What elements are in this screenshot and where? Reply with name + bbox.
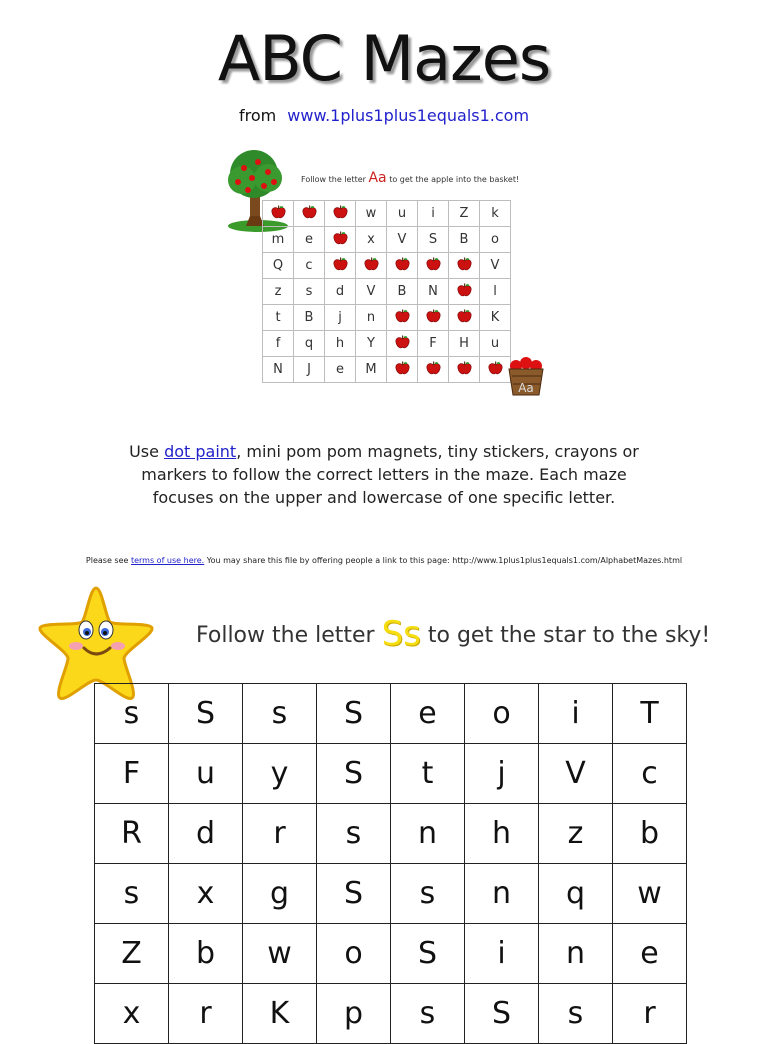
star-maze-cell[interactable]: n xyxy=(465,864,539,924)
sample-maze-cell: B xyxy=(449,227,480,253)
sample-maze-cell xyxy=(418,253,449,279)
sample-maze-cell: H xyxy=(449,331,480,357)
sample-maze-cell: N xyxy=(418,279,449,305)
star-maze-cell[interactable]: x xyxy=(169,864,243,924)
sample-maze-cell: u xyxy=(387,201,418,227)
apple-icon xyxy=(457,257,472,271)
star-maze-cell[interactable]: b xyxy=(169,924,243,984)
apple-icon xyxy=(333,231,348,245)
star-maze-cell[interactable]: S xyxy=(465,984,539,1044)
sample-maze-cell xyxy=(449,305,480,331)
sample-maze-cell xyxy=(325,253,356,279)
star-maze-cell[interactable]: q xyxy=(539,864,613,924)
star-maze-grid xyxy=(94,683,687,1044)
sample-letter: Aa xyxy=(368,170,387,186)
star-maze-cell[interactable]: c xyxy=(613,744,687,804)
sample-maze-instruction xyxy=(301,170,519,186)
sample-maze-row xyxy=(263,305,511,331)
star-maze-cell[interactable]: g xyxy=(243,864,317,924)
sample-maze-cell xyxy=(387,253,418,279)
star-maze-row xyxy=(95,804,687,864)
sample-maze-cell xyxy=(418,357,449,383)
description xyxy=(120,440,648,509)
desc-use: Use xyxy=(129,442,159,461)
sample-maze-cell: l xyxy=(480,279,511,305)
sample-maze-row xyxy=(263,253,511,279)
star-maze-cell[interactable]: S xyxy=(317,744,391,804)
sample-maze-cell: n xyxy=(356,305,387,331)
star-letter: Ss xyxy=(381,614,421,654)
star-maze-cell[interactable]: T xyxy=(613,684,687,744)
sample-maze-cell: V xyxy=(387,227,418,253)
star-maze-cell[interactable]: d xyxy=(169,804,243,864)
sample-maze-cell xyxy=(449,253,480,279)
apple-icon xyxy=(364,257,379,271)
apple-icon xyxy=(426,257,441,271)
star-maze-instruction xyxy=(196,614,710,654)
apple-icon xyxy=(457,361,472,375)
star-maze-cell[interactable]: s xyxy=(243,684,317,744)
star-maze-cell[interactable]: j xyxy=(465,744,539,804)
star-instr-prefix: Follow the letter xyxy=(196,623,375,648)
sample-maze-row xyxy=(263,201,511,227)
star-maze-row xyxy=(95,684,687,744)
terms-link[interactable]: terms of use here. xyxy=(130,556,205,565)
star-maze-cell[interactable]: n xyxy=(391,804,465,864)
sample-maze-cell xyxy=(356,253,387,279)
sample-maze-cell: d xyxy=(325,279,356,305)
star-maze-cell[interactable]: e xyxy=(613,924,687,984)
sample-maze-cell: t xyxy=(263,305,294,331)
sample-maze-cell: K xyxy=(480,305,511,331)
sample-maze-cell: s xyxy=(294,279,325,305)
star-maze-row xyxy=(95,924,687,984)
page-title: ABC Mazes xyxy=(217,22,551,95)
sample-instr-suffix: to get the apple into the basket! xyxy=(389,175,520,184)
sample-maze-row xyxy=(263,357,511,383)
sample-maze-cell: Y xyxy=(356,331,387,357)
apple-icon xyxy=(395,257,410,271)
sample-maze-image xyxy=(224,150,554,400)
star-maze-cell[interactable]: S xyxy=(391,924,465,984)
sample-maze-cell: S xyxy=(418,227,449,253)
star-instr-suffix: to get the star to the sky! xyxy=(427,623,711,648)
sample-maze-cell: M xyxy=(356,357,387,383)
star-maze-cell[interactable]: Z xyxy=(95,924,169,984)
star-maze-cell[interactable]: K xyxy=(243,984,317,1044)
star-maze-cell[interactable]: i xyxy=(465,924,539,984)
site-link[interactable]: www.1plus1plus1equals1.com xyxy=(287,106,530,125)
sample-instr-prefix: Follow the letter xyxy=(301,175,366,184)
desc-rest: , mini pom pom magnets, tiny stickers, crayons or markers to follow the correct letters in the maze. Each maze focuses on the upper and lowercase of one specific letter. xyxy=(141,442,639,507)
star-maze-cell[interactable]: r xyxy=(243,804,317,864)
star-maze-cell[interactable]: s xyxy=(391,984,465,1044)
star-maze-cell[interactable]: S xyxy=(317,684,391,744)
star-maze-cell[interactable]: S xyxy=(317,864,391,924)
sample-maze-cell xyxy=(449,357,480,383)
sample-maze-cell: N xyxy=(263,357,294,383)
star-maze-cell[interactable]: t xyxy=(391,744,465,804)
sample-maze-cell: e xyxy=(325,357,356,383)
apple-icon xyxy=(457,309,472,323)
sample-maze-cell: o xyxy=(480,227,511,253)
sample-maze-cell xyxy=(387,331,418,357)
sample-maze-cell: J xyxy=(294,357,325,383)
sample-maze-cell: z xyxy=(263,279,294,305)
apple-icon xyxy=(333,257,348,271)
terms-prefix: Please see xyxy=(85,556,129,565)
star-maze-cell[interactable]: s xyxy=(539,984,613,1044)
from-label: from xyxy=(238,106,277,125)
star-maze-cell[interactable]: r xyxy=(613,984,687,1044)
star-maze-cell[interactable]: R xyxy=(95,804,169,864)
star-maze-cell[interactable]: e xyxy=(391,684,465,744)
sample-maze-cell xyxy=(387,305,418,331)
sample-maze-cell: m xyxy=(263,227,294,253)
source-line xyxy=(0,106,768,125)
star-maze-cell[interactable]: h xyxy=(465,804,539,864)
star-maze-cell[interactable]: p xyxy=(317,984,391,1044)
terms-suffix: You may share this file by offering people a link to this page: http://www.1plus1plus1equals1.com/AlphabetMazes.html xyxy=(206,556,683,565)
star-maze-cell[interactable]: s xyxy=(95,864,169,924)
sample-maze-cell: B xyxy=(387,279,418,305)
dot-paint-link[interactable]: dot paint xyxy=(164,442,237,461)
star-maze-cell[interactable]: s xyxy=(95,684,169,744)
sample-maze-cell: B xyxy=(294,305,325,331)
apple-icon xyxy=(457,283,472,297)
sample-maze-cell: V xyxy=(356,279,387,305)
star-maze-cell[interactable]: o xyxy=(465,684,539,744)
sample-maze-cell xyxy=(387,357,418,383)
star-maze-cell[interactable]: o xyxy=(317,924,391,984)
star-maze-cell[interactable]: s xyxy=(391,864,465,924)
sample-maze-cell: k xyxy=(480,201,511,227)
star-maze-cell[interactable]: n xyxy=(539,924,613,984)
sample-maze-row xyxy=(263,279,511,305)
sample-maze-cell: F xyxy=(418,331,449,357)
apple-icon xyxy=(426,361,441,375)
star-maze-cell[interactable]: w xyxy=(613,864,687,924)
star-maze-cell[interactable]: r xyxy=(169,984,243,1044)
star-maze-cell[interactable]: S xyxy=(169,684,243,744)
sample-maze-cell: i xyxy=(418,201,449,227)
star-maze-row xyxy=(95,984,687,1044)
star-maze-cell[interactable]: y xyxy=(243,744,317,804)
apple-icon xyxy=(395,335,410,349)
sample-maze-cell: V xyxy=(480,253,511,279)
star-maze-cell[interactable]: z xyxy=(539,804,613,864)
star-maze-cell[interactable]: w xyxy=(243,924,317,984)
sample-maze-row xyxy=(263,331,511,357)
apple-basket-icon xyxy=(506,354,546,396)
sample-maze-cell xyxy=(418,305,449,331)
sample-maze-cell: u xyxy=(480,331,511,357)
star-maze-cell[interactable]: V xyxy=(539,744,613,804)
apple-icon xyxy=(302,205,317,219)
sample-maze-cell: h xyxy=(325,331,356,357)
sample-maze-cell: x xyxy=(356,227,387,253)
sample-maze-cell: Z xyxy=(449,201,480,227)
terms-line xyxy=(0,556,768,565)
star-maze-cell[interactable]: F xyxy=(95,744,169,804)
apple-icon xyxy=(271,205,286,219)
apple-icon xyxy=(426,309,441,323)
sample-maze-cell: w xyxy=(356,201,387,227)
sample-maze-cell: e xyxy=(294,227,325,253)
sample-maze-cell xyxy=(294,201,325,227)
sample-maze-cell: f xyxy=(263,331,294,357)
star-maze-cell[interactable]: b xyxy=(613,804,687,864)
star-maze-cell[interactable]: s xyxy=(317,804,391,864)
apple-icon xyxy=(395,361,410,375)
star-maze-cell[interactable]: i xyxy=(539,684,613,744)
sample-maze-cell xyxy=(325,201,356,227)
star-maze-cell[interactable]: x xyxy=(95,984,169,1044)
apple-icon xyxy=(395,309,410,323)
basket-label: Aa xyxy=(518,381,534,395)
sample-maze-row xyxy=(263,227,511,253)
star-maze-row xyxy=(95,744,687,804)
sample-maze-cell xyxy=(263,201,294,227)
sample-maze-cell: c xyxy=(294,253,325,279)
apple-icon xyxy=(488,361,503,375)
sample-maze-grid xyxy=(262,200,511,383)
sample-maze-cell: j xyxy=(325,305,356,331)
star-maze-cell[interactable]: u xyxy=(169,744,243,804)
star-maze-row xyxy=(95,864,687,924)
sample-maze-cell xyxy=(449,279,480,305)
sample-maze-cell xyxy=(325,227,356,253)
apple-icon xyxy=(333,205,348,219)
sample-maze-cell: Q xyxy=(263,253,294,279)
sample-maze-cell: q xyxy=(294,331,325,357)
